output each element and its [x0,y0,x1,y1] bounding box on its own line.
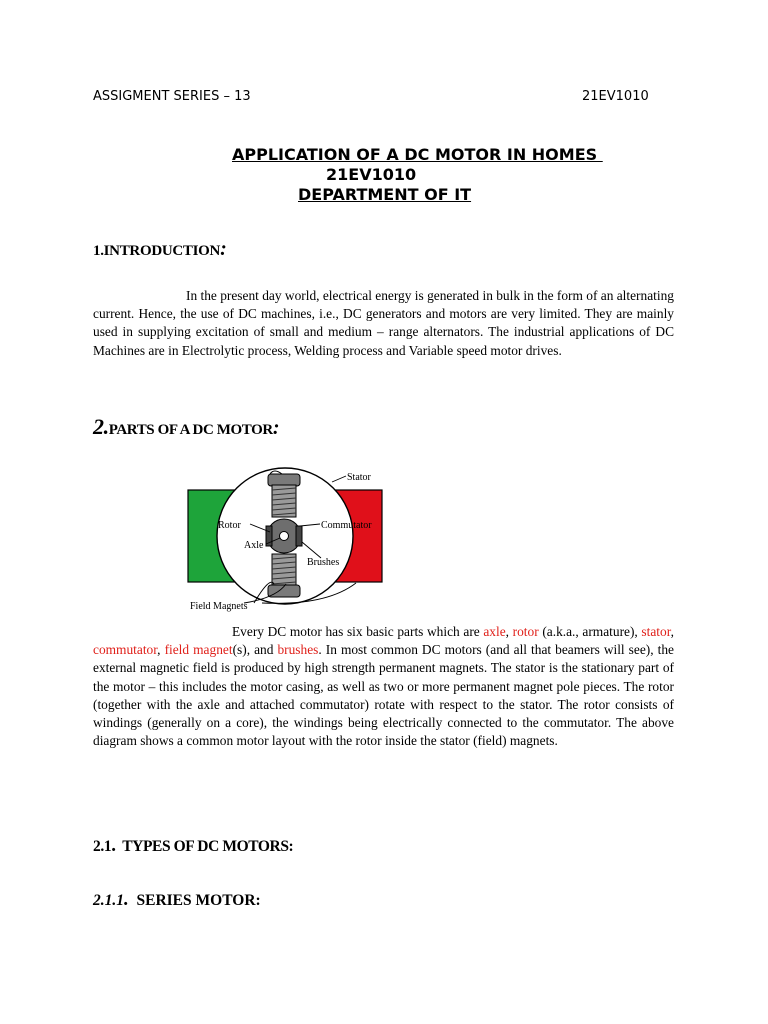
upper-pole-cap [268,474,300,486]
label-axle: Axle [244,540,264,551]
label-stator: Stator [347,472,371,483]
label-rotor: Rotor [218,520,241,531]
term-stator: stator [641,624,671,639]
header-course-code: 21EV1010 [582,89,649,104]
introduction-paragraph: In the present day world, electrical energy is generated in bulk in the form of an alternating current. Hence, the use of DC machines, i.e., DC generators and motors are very limited. They are mainly used in supplying excitation of small and medium – range alternators. The industrial applications of DC Machines are in Electrolytic process, Welding process and Variable speed motor drives. [93,288,674,358]
term-rotor: rotor [512,624,539,639]
label-field-magnets: Field Magnets [190,601,248,612]
types-heading: 2.1. TYPES OF DC MOTORS: [93,835,294,856]
document-department: DEPARTMENT OF IT [298,185,472,204]
document-title: APPLICATION OF A DC MOTOR IN HOMES [232,145,603,164]
document-subtitle-code: 21EV1010 [326,165,417,184]
label-commutator: Commutator [321,520,372,531]
dc-motor-diagram [186,466,386,618]
header-assignment-series: ASSIGMENT SERIES – 13 [93,89,251,104]
label-brushes: Brushes [307,557,340,568]
right-brush [296,526,302,546]
term-field-magnet: field magnet [164,642,233,658]
term-brushes: brushes [277,642,319,658]
term-commutator: commutator [93,642,158,658]
axle [280,532,289,541]
term-axle: axle [483,624,506,639]
parts-heading: 2.PARTS OF A DC MOTOR: [93,414,280,439]
parts-paragraph: Every DC motor has six basic parts which are axle, rotor (a.k.a., armature), stator, commutator, field magnet(s), and brushes. In most common DC motors (and all that beamers will see), the external magnetic field is produced by high strength permanent magnets. The stator is the stationary part of the motor – this includes the motor casing, as well as two or more permanent magnet pole pieces. The rotor (together with the axle and attached commutator) rotate with respect to the stator. The rotor consists of windings (generally on a core), the windings being electrically connected to the commutator. The above diagram shows a common motor layout with the rotor inside the stator (field) magnets. [93,624,674,749]
series-motor-heading: 2.1.1. SERIES MOTOR: [93,889,261,910]
introduction-heading: 1.INTRODUCTION: [93,238,227,260]
